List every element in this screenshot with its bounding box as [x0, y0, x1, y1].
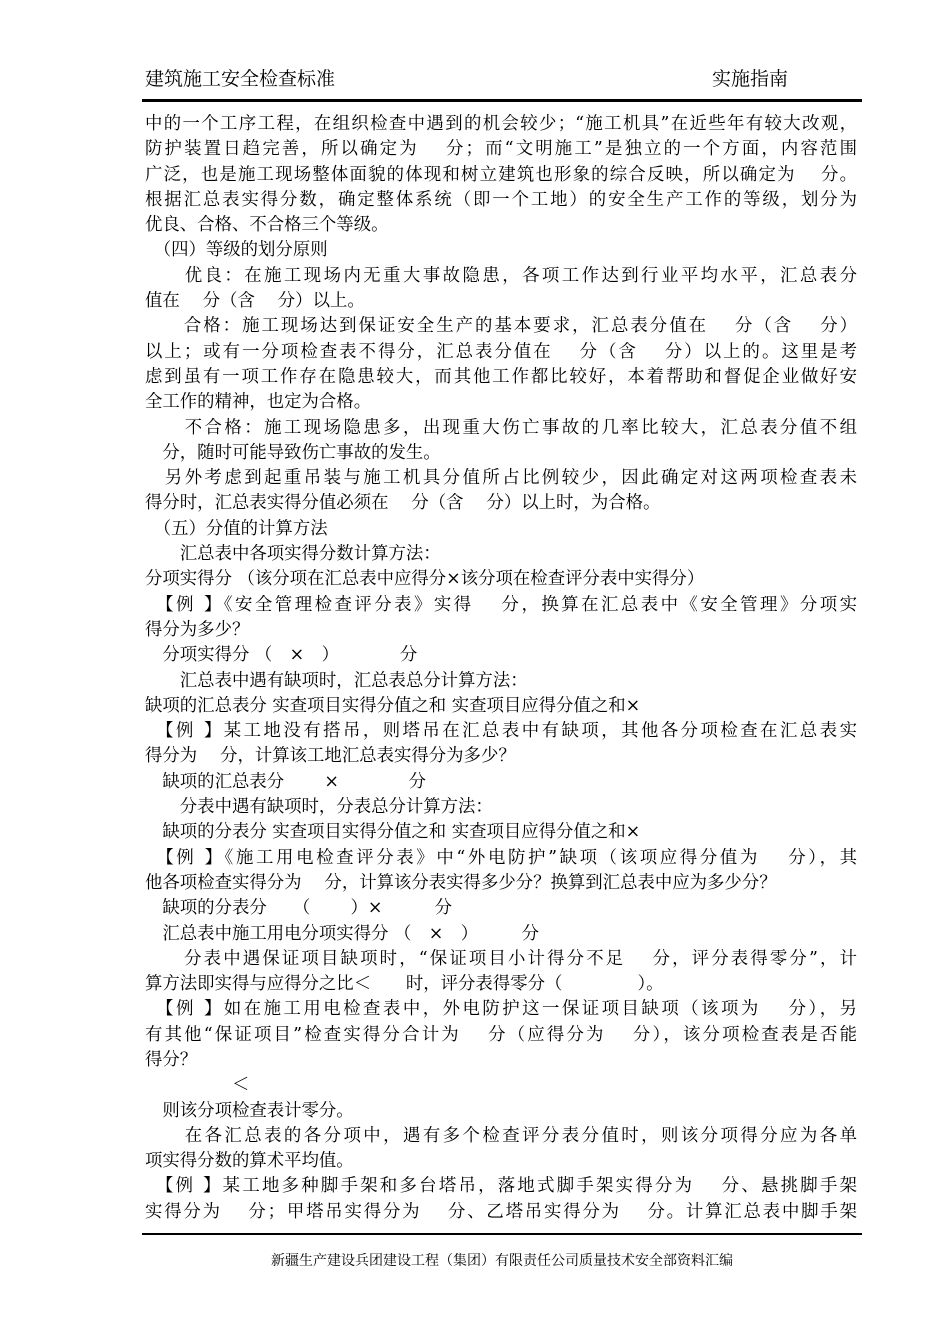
text-line: 得分为多少？ [145, 619, 250, 640]
text-line: 分，随时可能导致伤亡事故的发生。 [145, 442, 441, 463]
text-line: 防护装置日趋完善，所以确定为 分；而“文明施工”是独立的一个方面，内容范围 [145, 139, 857, 160]
text-line: 合格：施工现场达到保证安全生产的基本要求，汇总表分值在 分（含 分） [145, 316, 857, 337]
formula-line: ＜ [145, 1075, 250, 1096]
text-line: 汇总表中各项实得分数计算方法： [145, 544, 441, 565]
formula-line: 分项实得分 （该分项在汇总表中应得分×该分项在检查评分表中实得分） [145, 569, 705, 590]
text-line: 得分？ [145, 1049, 198, 1070]
text-line: 不合格：施工现场隐患多，出现重大伤亡事故的几率比较大，汇总表分值不组 [145, 417, 857, 438]
text-line: 虑到虽有一项工作存在隐患较大，而其他工作都比较好，本着帮助和督促企业做好安 [145, 366, 857, 387]
text-line: 则该分项检查表计零分。 [145, 1100, 354, 1121]
text-line: 优良、合格、不合格三个等级。 [145, 215, 389, 236]
text-line: 实得分为 分；甲塔吊实得分为 分、乙塔吊实得分为 分。计算汇总表中脚手架 [145, 1201, 857, 1222]
example-line: 【例 】某工地没有搭吊，则塔吊在汇总表中有缺项，其他各分项检查在汇总表实 [145, 721, 857, 742]
text-line: 他各项检查实得分为 分，计算该分表实得多少分？换算到汇总表中应为多少分？ [145, 872, 777, 893]
footer-rule [142, 1233, 862, 1235]
text-line: 汇总表中遇有缺项时，汇总表总分计算方法： [145, 670, 528, 691]
formula-line: 缺项的分表分 实查项目实得分值之和 实查项目应得分值之和× [145, 822, 641, 843]
section-heading: （五）分值的计算方法 [145, 518, 328, 539]
text-line: 值在 分（含 分）以上。 [145, 291, 365, 312]
header-rule [142, 99, 862, 102]
example-line: 【例 】《施工用电检查评分表》中“外电防护”缺项（该项应得分值为 分），其 [145, 847, 857, 868]
example-line: 【例 】某工地多种脚手架和多台塔吊，落地式脚手架实得分为 分、悬挑脚手架 [145, 1176, 857, 1197]
text-line: 得分为 分，计算该工地汇总表实得分为多少？ [145, 746, 516, 767]
text-line: 另外考虑到起重吊装与施工机具分值所占比例较少，因此确定对这两项检查表未 [145, 468, 857, 489]
text-line: 广泛，也是施工现场整体面貌的体现和树立建筑也形象的综合反映，所以确定为 分。 [145, 164, 857, 185]
formula-line: 缺项的汇总表分 实查项目实得分值之和 实查项目应得分值之和× [145, 695, 641, 716]
formula-line: 缺项的分表分 （ ）× 分 [145, 898, 453, 919]
text-line: 全工作的精神，也定为合格。 [145, 392, 372, 413]
section-heading: （四）等级的划分原则 [145, 240, 328, 261]
text-line: 根据汇总表实得分数，确定整体系统（即一个工地）的安全生产工作的等级，划分为 [145, 189, 857, 210]
text-line: 分表中遇保证项目缺项时，“保证项目小计得分不足 分，评分表得零分”，计 [145, 948, 857, 969]
text-line: 项实得分数的算术平均值。 [145, 1151, 354, 1172]
text-line: 算方法即实得与应得分之比＜ 时，评分表得零分（ ）。 [145, 974, 664, 995]
page-body [145, 112, 857, 1225]
text-line: 有其他“保证项目”检查实得分合计为 分（应得分为 分），该分项检查表是否能 [145, 1024, 857, 1045]
text-line: 分表中遇有缺项时，分表总分计算方法： [145, 797, 493, 818]
formula-line: 汇总表中施工用电分项实得分 （ × ） 分 [145, 923, 539, 944]
example-line: 【例 】如在施工用电检查表中，外电防护这一保证项目缺项（该项为 分），另 [145, 999, 857, 1020]
text-line: 中的一个工序工程，在组织检查中遇到的机会较少；“施工机具”在近些年有较大改观， [145, 114, 857, 134]
footer-text: 新疆生产建设兵团建设工程（集团）有限责任公司质量技术安全部资料汇编 [271, 1253, 733, 1269]
header-title: 建筑施工安全检查标准 [145, 68, 336, 90]
text-line: 优良：在施工现场内无重大事故隐患，各项工作达到行业平均水平，汇总表分 [145, 265, 857, 286]
formula-line: 分项实得分 （ × ） 分 [145, 645, 418, 666]
formula-line: 缺项的汇总表分 × 分 [145, 771, 426, 792]
header-subtitle: 实施指南 [712, 68, 789, 90]
text-line: 以上；或有一分项检查表不得分，汇总表分值在 分（含 分）以上的。这里是考 [145, 341, 857, 362]
text-line: 得分时，汇总表实得分值必须在 分（含 分）以上时，为合格。 [145, 493, 661, 514]
text-line: 在各汇总表的各分项中，遇有多个检查评分表分值时，则该分项得分应为各单 [145, 1125, 857, 1146]
example-line: 【例 】《安全管理检查评分表》实得 分，换算在汇总表中《安全管理》分项实 [145, 594, 857, 615]
